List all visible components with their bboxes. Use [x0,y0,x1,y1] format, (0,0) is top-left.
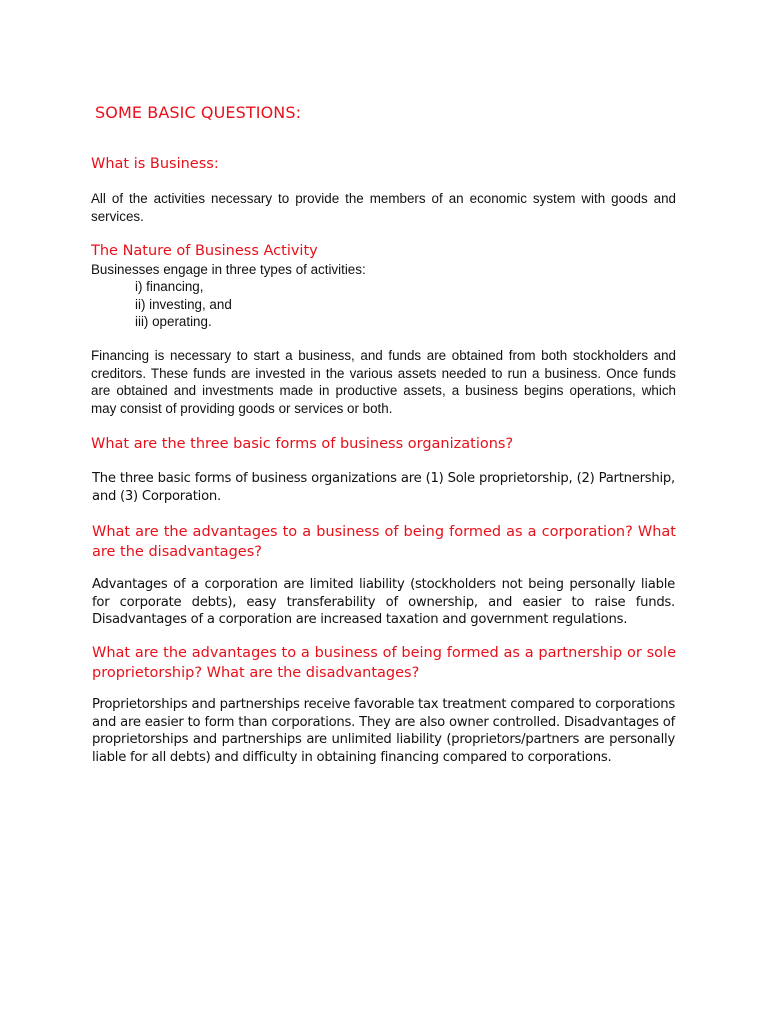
paragraph-corporation-advantages: Advantages of a corporation are limited liability (stockholders not being personally liable for corporate debts), easy transferability of ownership, and easier to raise funds. Disadvantages of a corporation are increased taxation and government regulations. [92,577,675,627]
heading-partnership-advantages: What are the advantages to a business of being formed as a partnership or sole proprietorship? What are the disadvantages? [92,645,676,681]
paragraph-activities-intro: Businesses engage in three types of activities: [91,262,366,277]
paragraph-three-forms: The three basic forms of business organizations are (1) Sole proprietorship, (2) Partnership, and (3) Corporation. [92,471,675,504]
paragraph-partnership-advantages: Proprietorships and partnerships receive favorable tax treatment compared to corporations and are easier to form than corporations. They are also owner controlled. Disadvantages of proprietorships and partnerships are unlimited liability (proprietors/partners are personally liable for all debts) and difficulty in obtaining financing compared to corporations. [92,697,675,765]
heading-corporation-advantages: What are the advantages to a business of being formed as a corporation? What are the disadvantages? [92,524,676,560]
page-title: SOME BASIC QUESTIONS: [95,103,302,122]
list-item-financing: i) financing, [135,279,204,294]
heading-what-is-business: What is Business: [91,156,219,172]
paragraph-financing: Financing is necessary to start a business, and funds are obtained from both stockholders and creditors. These funds are invested in the various assets needed to run a business. Once funds are obtained and investments made in productive assets, a business begins operations, which may consist of providing goods or services or both. [91,348,676,416]
list-item-investing: ii) investing, and [135,296,232,312]
paragraph-what-is-business: All of the activities necessary to provide the members of an economic system with goods and services. [91,191,676,224]
heading-nature-of-business: The Nature of Business Activity [91,243,318,259]
heading-three-forms: What are the three basic forms of business organizations? [91,436,514,452]
list-item-operating: iii) operating. [135,314,212,329]
